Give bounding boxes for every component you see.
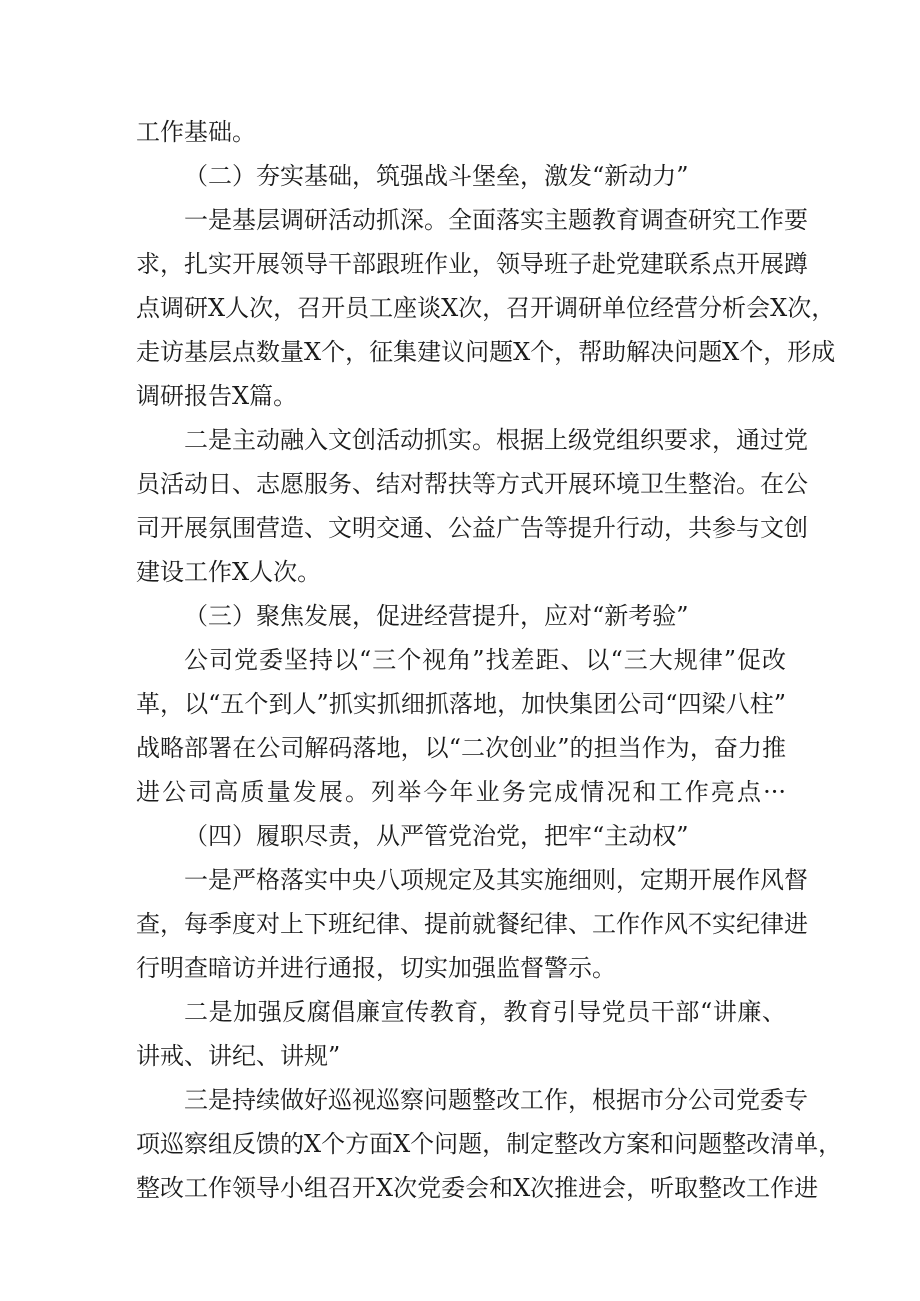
paragraph-line: 求，扎实开展领导干部跟班作业，领导班子赴党建联系点开展蹲: [136, 250, 808, 278]
paragraph-line: 革，以“五个到人”抓实抓细抓落地，加快集团公司“四梁八柱”: [136, 690, 786, 718]
paragraph-line: 员活动日、志愿服务、结对帮扶等方式开展环境卫生整治。在公: [136, 470, 808, 498]
paragraph-line: 讲戒、讲纪、讲规”: [136, 1042, 341, 1070]
paragraph-line: 走访基层点数量X个，征集建议问题X个，帮助解决问题X个，形成: [136, 338, 836, 366]
section-heading: （四）履职尽责，从严管党治党，把牢“主动权”: [184, 822, 689, 850]
paragraph-line: 一是严格落实中央八项规定及其实施细则，定期开展作风督: [184, 866, 808, 894]
section-heading: （二）夯实基础，筑强战斗堡垒，激发“新动力”: [184, 162, 689, 190]
paragraph-line: 建设工作X人次。: [136, 558, 322, 586]
paragraph-line: 点调研X人次，召开员工座谈X次，召开调研单位经营分析会X次，: [136, 294, 836, 322]
paragraph-line: 二是加强反腐倡廉宣传教育，教育引导党员干部“讲廉、: [184, 998, 786, 1026]
paragraph-line: 司开展氛围营造、文明交通、公益广告等提升行动，共参与文创: [136, 514, 808, 542]
paragraph-line: 查，每季度对上下班纪律、提前就餐纪律、工作作风不实纪律进: [136, 910, 808, 938]
paragraph-line: 行明查暗访并进行通报，切实加强监督警示。: [136, 954, 616, 982]
paragraph-line: 公司党委坚持以“三个视角”找差距、以“三大规律”促改: [184, 646, 786, 674]
paragraph-line: 三是持续做好巡视巡察问题整改工作，根据市分公司党委专: [184, 1086, 808, 1114]
paragraph-line: 进公司高质量发展。列举今年业务完成情况和工作亮点···: [136, 778, 786, 806]
paragraph-line: 二是主动融入文创活动抓实。根据上级党组织要求，通过党: [184, 426, 808, 454]
paragraph-line: 一是基层调研活动抓深。全面落实主题教育调查研究工作要: [184, 206, 808, 234]
paragraph-line: 工作基础。: [136, 118, 256, 146]
paragraph-line: 调研报告X篇。: [136, 382, 298, 410]
paragraph-line: 战略部署在公司解码落地，以“二次创业”的担当作为，奋力推: [136, 734, 786, 762]
paragraph-line: 整改工作领导小组召开X次党委会和X次推进会，听取整改工作进: [136, 1174, 819, 1202]
paragraph-line: 项巡察组反馈的X个方面X个问题，制定整改方案和问题整改清单，: [136, 1130, 843, 1158]
section-heading: （三）聚焦发展，促进经营提升，应对“新考验”: [184, 602, 689, 630]
